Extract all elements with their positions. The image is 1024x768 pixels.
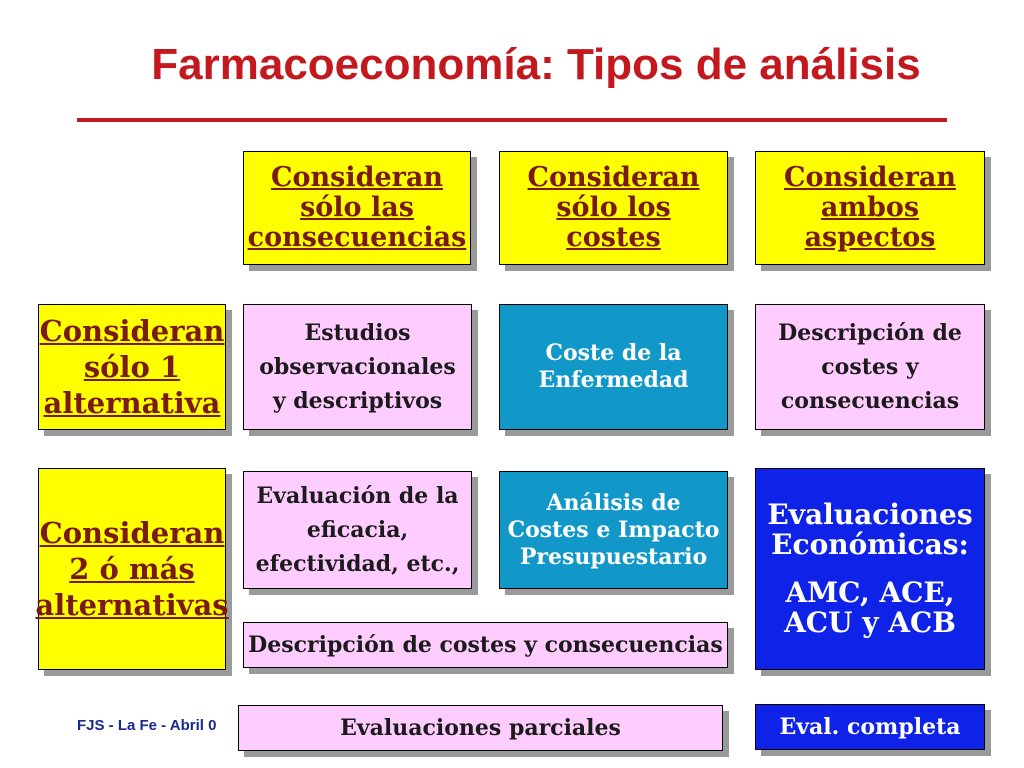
row-header-line: sólo 1 xyxy=(83,350,181,384)
bar-cost-consequence-description xyxy=(243,622,728,668)
cell-line: eficacia, xyxy=(306,517,409,543)
bar-partial-evaluations xyxy=(238,705,723,751)
cell-line: Presupuestario xyxy=(519,543,708,570)
row-header-one-alternative xyxy=(38,304,226,430)
cell-efficacy-evaluation xyxy=(243,471,472,589)
cell-budget-impact-analysis xyxy=(499,471,728,589)
bar-complete-evaluation xyxy=(755,704,985,750)
cell-line: Descripción de xyxy=(778,320,962,346)
column-header-line: consecuencias xyxy=(247,222,467,253)
row-header-two-or-more xyxy=(35,468,229,670)
cell-line: Análisis de xyxy=(546,489,681,516)
cell-line: consecuencias xyxy=(780,388,960,414)
cell-line: Enfermedad xyxy=(538,367,689,393)
cell-line: Coste de la xyxy=(545,340,682,366)
cell-observational-studies xyxy=(243,304,472,430)
cell-line: ACU y ACB xyxy=(784,606,956,639)
column-header-consequences xyxy=(243,151,471,265)
row-header-line: 2 ó más xyxy=(69,552,195,586)
column-header-line: Consideran xyxy=(527,162,700,193)
column-header-line: sólo los xyxy=(556,192,671,223)
bar-label: Descripción de costes y consecuencias xyxy=(248,632,723,658)
cell-line: observacionales xyxy=(259,354,456,380)
cell-line: AMC, ACE, xyxy=(785,576,955,609)
cell-line: Costes e Impacto xyxy=(507,516,720,543)
row-header-line: Consideran xyxy=(39,314,225,348)
cell-cost-of-illness xyxy=(499,304,728,430)
cell-line: efectividad, etc., xyxy=(255,551,460,577)
cell-line: costes y xyxy=(821,354,919,380)
cell-line: Económicas: xyxy=(771,528,969,561)
column-header-line: sólo las xyxy=(300,192,414,223)
row-header-line: alternativas xyxy=(35,588,229,622)
bar-label: Eval. completa xyxy=(779,714,961,740)
cell-line: y descriptivos xyxy=(272,388,443,414)
column-header-line: ambos xyxy=(820,192,920,223)
cell-cost-consequence-description xyxy=(755,304,985,430)
cell-economic-evaluations xyxy=(755,468,985,670)
cell-line: Estudios xyxy=(304,320,411,346)
column-header-line: Consideran xyxy=(784,162,956,193)
column-header-line: costes xyxy=(566,222,661,253)
column-header-line: aspectos xyxy=(804,222,936,253)
row-header-line: Consideran xyxy=(39,516,225,550)
page-title: Farmacoeconomía: Tipos de análisis xyxy=(151,40,921,89)
title-underline xyxy=(77,118,947,122)
row-header-line: alternativa xyxy=(43,386,221,420)
column-header-line: Consideran xyxy=(270,162,443,193)
cell-line: Evaluaciones xyxy=(767,498,973,531)
footer-text: FJS - La Fe - Abril 0 xyxy=(77,717,217,734)
bar-label: Evaluaciones parciales xyxy=(340,715,621,741)
column-header-costs xyxy=(499,151,728,265)
cell-line: Evaluación de la xyxy=(256,483,459,509)
column-header-both xyxy=(755,151,985,265)
